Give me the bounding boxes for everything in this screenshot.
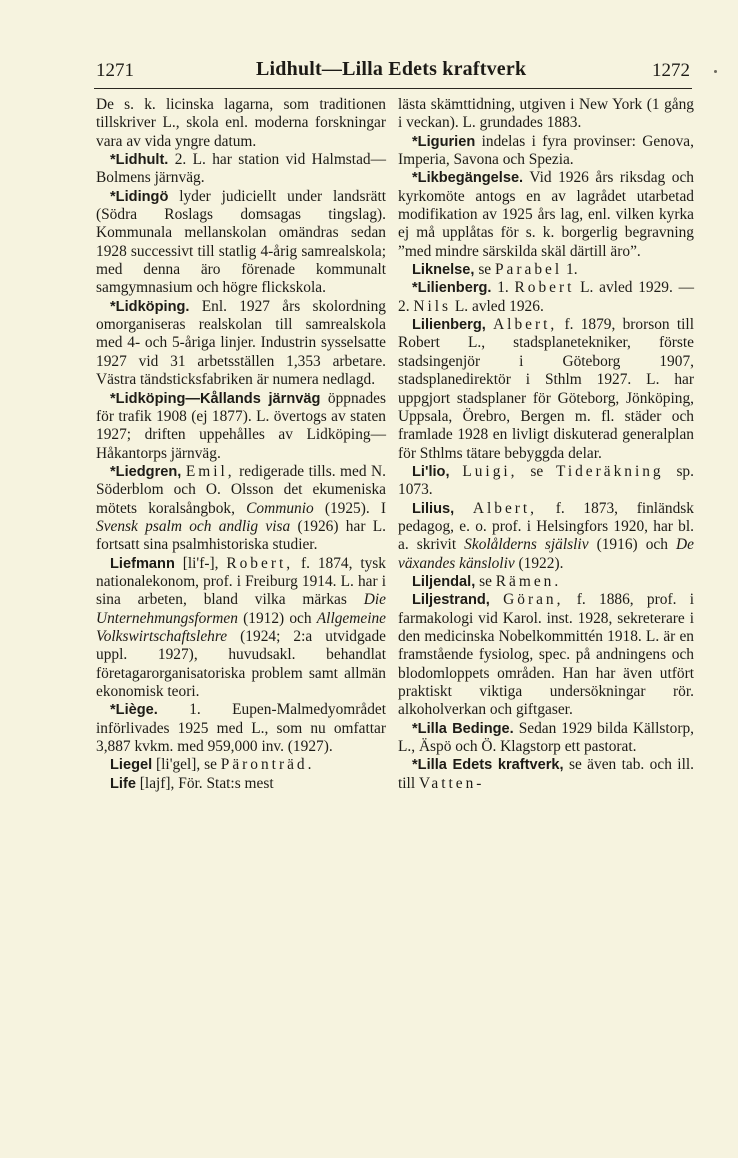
italic-title: Die Unternehmungsformen [96,591,386,627]
entry-lidhult: *Lidhult. 2. L. har station vid Halmstad—Bolmens järnväg. [96,151,386,187]
italic-title: Svensk psalm och andlig visa [96,517,291,535]
headword: Liegel [110,757,153,774]
entry-lilienberg-1: *Lilienberg. 1. Robert L. avled 1929. — 2. Nils L. avled 1926. [398,279,694,315]
entry-likbegangelse: *Likbegängelse. Vid 1926 års riksdag och kyrkomöte antogs en av lagrådet utarbetad modifikation av 1925 års lag, enl. vilken kyrka ej må upplåtas för s. k. borgerlig begravning ”med mindre särskilda skäl därtill äro”. [398,169,694,260]
spaced-name: Robert, [226,554,294,572]
headword: Liefmann [110,555,175,572]
headword: *Likbegängelse. [412,170,524,187]
entry-liedgren: *Liedgren, Emil, redigerade tills. med N. Söderblom och O. Olsson det ekumeniska mötets koralsångbok, Communio (1925). I Svensk psalm och andlig visa (1926) har L. fortsatt sina psalmhistoriska studier. [96,462,386,554]
running-title: Lidhult—Lilla Edets kraftverk [256,58,527,80]
left-column [96,96,386,793]
spaced-name: Robert [514,279,575,297]
headword: Liknelse, [412,262,475,279]
spaced-name: Albert, [472,499,538,517]
cross-reference: Parabel [495,261,563,279]
headword: *Lidhult. [110,152,169,169]
headword: *Liedgren, [110,463,182,480]
entry-lilla-edets-kraftverk: *Lilla Edets kraftverk, se även tab. och ill. till Vatten- [398,756,694,792]
spaced-name: Albert, [493,316,558,334]
entry-liknelse: Liknelse, se Parabel 1. [412,261,578,279]
spaced-name: Göran, [503,591,564,609]
headword: Life [110,775,136,792]
entry-ligurien: *Ligurien indelas i fyra provinser: Genova, Imperia, Savona och Spezia. [398,132,694,169]
cross-reference: Tideräkning [555,462,664,480]
print-speck [714,70,717,73]
cross-reference: Rämen. [495,572,562,590]
italic-title: Skolålderns själsliv [464,536,589,554]
entry-lilienberg-albert: Lilienberg, Albert, f. 1879, brorson till Robert L., stadsplanetekniker, förste stadsingenjör i Göteborg 1907, stadsplanedirektör i Sthlm 1927. L. har uppgjort stadsplaner för Göteborg, Jönköping, Uppsala, Örebro, Bergen m. fl. städer och framlade 1928 en livligt diskuterad generalplan för Sthlms tätare bebyggda delar. [398,316,694,462]
italic-title: De växandes känsloliv [398,536,694,572]
headword: Liljendal, [412,573,476,590]
headword: Liljestrand, [412,592,490,609]
entry-continuation: lästa skämttidning, utgiven i New York (1 gång i veckan). L. grundades 1883. [398,96,694,132]
headword: *Liège. [110,702,158,719]
headword: Li'lio, [412,463,450,480]
headword: *Ligurien [412,133,476,150]
right-page-number: 1272 [652,60,690,81]
entry-life: Life [lajf], För. Stat:s mest [110,774,274,792]
running-header [0,52,738,92]
cross-reference: Päronträd. [220,756,315,774]
entry-liefmann: Liefmann [li'f-], Robert, f. 1874, tysk nationalekonom, prof. i Freiburg 1914. L. har i sina arbeten, bland vilka märkas Die Unternehmungsformen (1912) och Allgemeine Volkswirtschaftslehre (1924; 2:a utvidgade uppl. 1927), huvudsakl. behandlat företagarorganisatoriska problem samt allmän ekonomisk teori. [96,554,386,700]
spaced-name: Nils [413,297,452,315]
headword: Lilius, [412,500,455,517]
entry-lidkoping: *Lidköping. Enl. 1927 års skolordning omorganiseras realskolan till samrealskola med 4- och 5-åriga linjer. Industrin sysselsatte 1927 vid 31 arbetsställen 1,353 arbetare. Västra tändsticksfabriken är numera nedlagd. [96,297,386,389]
entry-lidingo: *Lidingö lyder judiciellt under landsrätt (Södra Roslags domsagas tingslag). Kommunala mellanskolan omändras sedan 1928 successivt till statlig 4-årig samrealskola; med denna äro förenade kommunalt samgymnasium och högre flickskola. [96,187,386,297]
spaced-name: Emil, [185,462,235,480]
left-page-number: 1271 [96,60,134,81]
headword: *Lilienberg. [412,280,492,297]
italic-title: Allgemeine Volkswirtschaftslehre [96,609,386,645]
entry-liegel: Liegel [li'gel], se Päronträd. [110,756,315,774]
cross-reference: Vatten- [418,774,485,792]
entry-lilius: Lilius, Albert, f. 1873, finländsk pedagog, e. o. prof. i Helsingfors 1920, har bl. a. skrivit Skolålderns själsliv (1916) och De växandes känsloliv (1922). [398,499,694,572]
headword: *Lidköping. [110,298,190,315]
entry-lilio: Li'lio, Luigi, se Tideräkning sp. 1073. [398,462,694,499]
headword: *Lilla Edets kraftverk, [412,757,564,774]
entry-liljestrand: Liljestrand, Göran, f. 1886, prof. i farmakologi vid Karol. inst. 1928, sekreterare i den medicinska Nobelkommittén 1918. L. är en framstående fysiolog, spec. på andningens och blodomloppets områden. Han har även utfört praktiskt viktiga undersökningar rör. alkoholverkan och giftgaser. [398,591,694,719]
entry-liljendal: Liljendal, se Rämen. [412,572,562,590]
headword: *Lilla Bedinge. [412,720,514,737]
entry-continuation: De s. k. licinska lagarna, som traditionen tillskriver L., skola enl. moderna forskningar vara av vida yngre datum. [96,96,386,150]
italic-title: Communio [246,499,314,517]
headword: *Lidköping—Kållands järnväg [110,390,321,407]
spaced-name: Luigi, [462,462,518,480]
headword: Lilienberg, [412,317,486,334]
entry-liege: *Liège. 1. Eupen-Malmedyområdet införlivades 1925 med L., som nu omfattar 3,887 kvkm. med 959,000 inv. (1927). [96,701,386,756]
header-rule [94,88,692,89]
right-column [398,96,694,793]
headword: *Lidingö [110,188,169,205]
entry-lidkoping-kallands: *Lidköping—Kållands järnväg öppnades för trafik 1908 (ej 1877). L. övertogs av staten 1927; driften uppehålles av Lidköping—Håkantorps järnväg. [96,389,386,462]
entry-lilla-bedinge: *Lilla Bedinge. Sedan 1929 bilda Källstorp, L., Äspö och Ö. Klagstorp ett pastorat. [398,719,694,756]
